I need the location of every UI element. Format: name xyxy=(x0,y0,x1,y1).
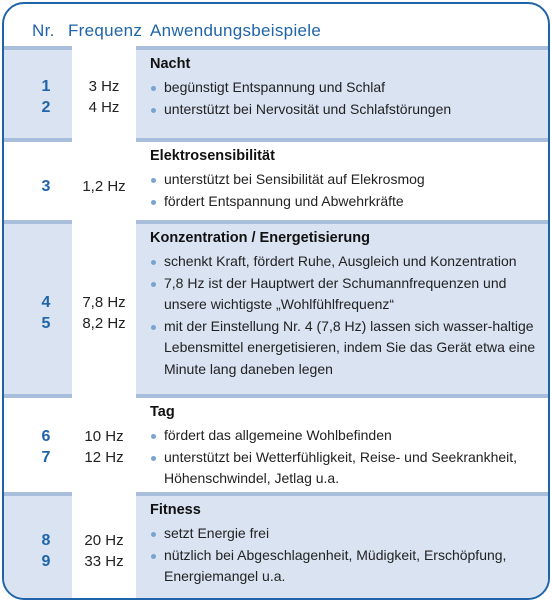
table-header xyxy=(4,4,548,44)
program-number: 2 xyxy=(41,99,51,116)
header-nr: Nr. xyxy=(32,21,55,40)
bullet-item: unterstützt bei Wetterfühligkeit, Reise- und Seekrankheit, Höhenschwindel, Jetlag u.a. xyxy=(150,447,540,490)
frequency-value: 8,2 Hz xyxy=(82,315,126,332)
table-row xyxy=(4,220,548,394)
program-number: 9 xyxy=(41,553,51,570)
nr-cell xyxy=(4,46,72,138)
frequency-cell xyxy=(72,492,136,600)
nr-cell xyxy=(4,220,72,394)
frequency-cell xyxy=(72,138,136,220)
frequency-cell xyxy=(72,46,136,138)
category-title: Elektrosensibilität xyxy=(150,148,275,164)
bullet-item: mit der Einstellung Nr. 4 (7,8 Hz) lassen sich wasser-haltige Lebensmittel energetisieren, indem Sie das Gerät etwa eine Minute lang daneben legen xyxy=(150,316,540,381)
application-cell xyxy=(140,138,548,220)
frequency-value: 12 Hz xyxy=(84,449,124,466)
bullet-item: setzt Energie frei xyxy=(150,523,540,545)
bullet-item: unterstützt bei Nervosität und Schlafstörungen xyxy=(150,99,540,121)
category-title: Fitness xyxy=(150,502,201,518)
application-cell xyxy=(140,220,548,394)
frequency-cell xyxy=(72,394,136,492)
program-number: 7 xyxy=(41,449,51,466)
category-title: Nacht xyxy=(150,56,191,72)
frequency-value: 3 Hz xyxy=(88,78,120,95)
frequency-value: 4 Hz xyxy=(88,99,120,116)
program-number: 5 xyxy=(41,315,51,332)
header-frequenz: Frequenz xyxy=(68,21,143,40)
bullet-item: nützlich bei Abgeschlagenheit, Müdigkeit, Erschöpfung, Energiemangel u.a. xyxy=(150,545,540,588)
bullet-item: 7,8 Hz ist der Hauptwert der Schumannfrequenzen und unsere wichtigste „Wohlfühlfrequenz“ xyxy=(150,273,540,316)
frequency-value: 7,8 Hz xyxy=(82,294,126,311)
frequency-cell xyxy=(72,220,136,394)
bullet-list xyxy=(150,523,540,588)
program-number: 4 xyxy=(41,294,51,311)
application-cell xyxy=(140,394,548,492)
frequency-value: 1,2 Hz xyxy=(82,178,126,195)
program-number: 6 xyxy=(41,428,51,445)
nr-cell xyxy=(4,492,72,600)
header-anwendung: Anwendungsbeispiele xyxy=(150,21,322,40)
bullet-list xyxy=(150,169,540,212)
bullet-item: fördert Entspannung und Abwehrkräfte xyxy=(150,191,540,213)
table-row xyxy=(4,492,548,600)
frequency-value: 33 Hz xyxy=(84,553,124,570)
bullet-list xyxy=(150,251,540,380)
table-row xyxy=(4,46,548,138)
program-number: 3 xyxy=(41,178,51,195)
category-title: Tag xyxy=(150,404,175,420)
application-cell xyxy=(140,46,548,138)
frequency-table xyxy=(2,2,550,600)
bullet-list xyxy=(150,425,540,490)
frequency-value: 20 Hz xyxy=(84,532,124,549)
table-row xyxy=(4,138,548,220)
bullet-item: schenkt Kraft, fördert Ruhe, Ausgleich und Konzentration xyxy=(150,251,540,273)
bullet-item: begünstigt Entspannung und Schlaf xyxy=(150,77,540,99)
bullet-list xyxy=(150,77,540,120)
table-row xyxy=(4,394,548,492)
bullet-item: unterstützt bei Sensibilität auf Elekrosmog xyxy=(150,169,540,191)
program-number: 1 xyxy=(41,78,51,95)
category-title: Konzentration / Energetisierung xyxy=(150,230,370,246)
nr-cell xyxy=(4,394,72,492)
frequency-value: 10 Hz xyxy=(84,428,124,445)
program-number: 8 xyxy=(41,532,51,549)
bullet-item: fördert das allgemeine Wohlbefinden xyxy=(150,425,540,447)
application-cell xyxy=(140,492,548,600)
nr-cell xyxy=(4,138,72,220)
